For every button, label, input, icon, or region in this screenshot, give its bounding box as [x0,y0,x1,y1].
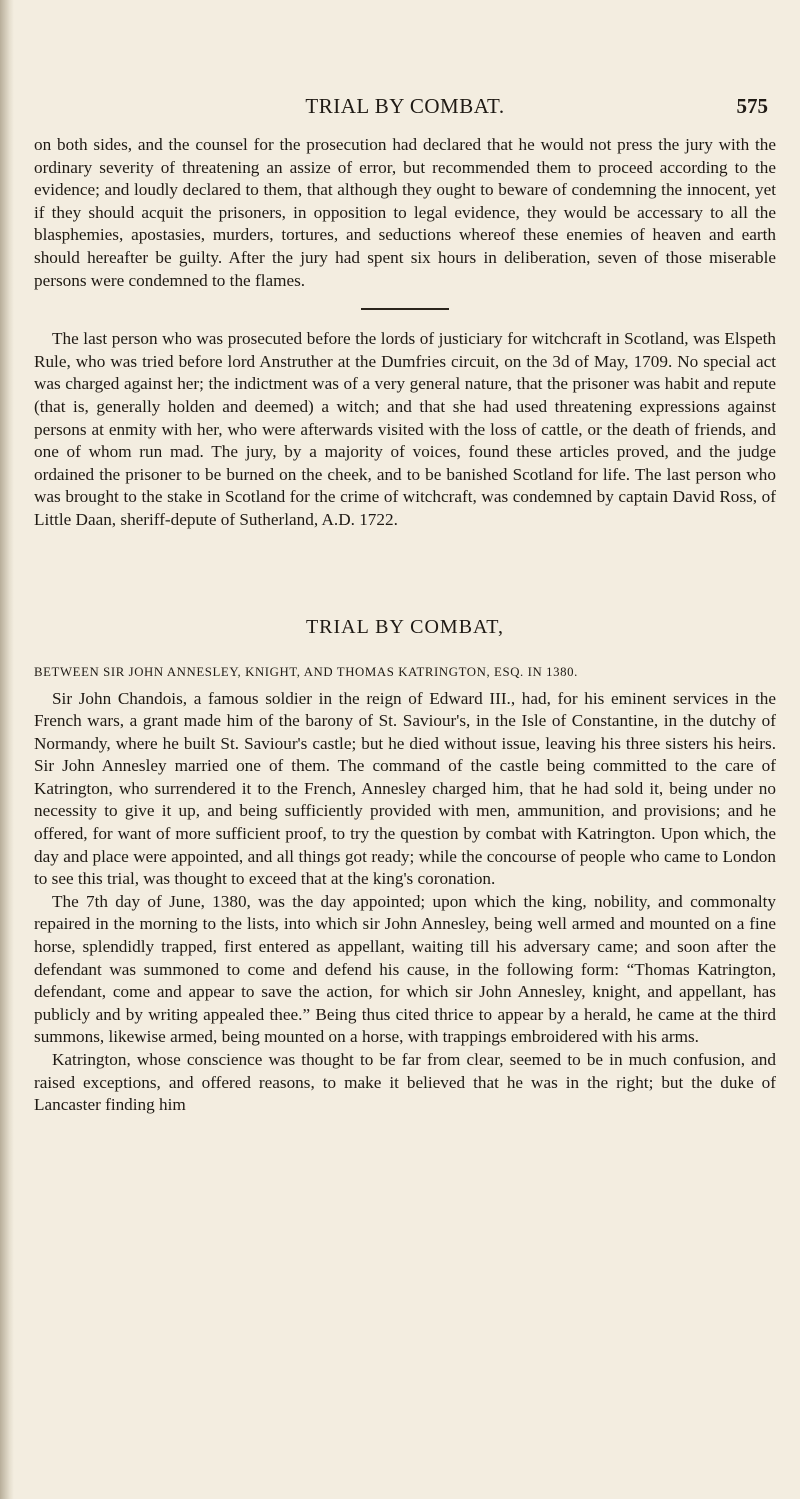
page-spine-shadow [0,0,14,1499]
paragraph-2: The last person who was prosecuted before the lords of justiciary for witchcraft in Scotland, was Elspeth Rule, who was tried before lord Anstruther at the Dumfries circuit, on the 3d of May, 1709. No special act was charged against her; the indictment was of a very general nature, that the prisoner was habit and repute (that is, generally holden and deemed) a witch; and that she had used threatening expressions against persons at enmity with her, who were afterwards visited with the loss of cattle, or the death of friends, and one of whom run mad. The jury, by a majority of voices, found these articles proved, and the judge ordained the prisoner to be burned on the cheek, and to be banished Scotland for life. The last person who was brought to the stake in Scotland for the crime of witchcraft, was condemned by captain David Ross, of Little Daan, sheriff-depute of Sutherland, A.D. 1722. [34,329,776,529]
paragraph-5: Katrington, whose conscience was thought to be far from clear, seemed to be in much confusion, and raised exceptions, and offered reasons, to make it believed that he was in the right; but the duke of Lancaster finding him [34,1050,776,1115]
section-subtitle: BETWEEN SIR JOHN ANNESLEY, KNIGHT, AND THOMAS KATRINGTON, ESQ. IN 1380. [34,664,578,679]
paragraph-4: The 7th day of June, 1380, was the day appointed; upon which the king, nobility, and commonalty repaired in the morning to the lists, into which sir John Annesley, being well armed and mounted on a fine horse, splendidly trapped, first entered as appellant, waiting till his adversary came; and soon after the defendant was summoned to come and defend his cause, in the following form: “Thomas Katrington, defendant, come and appear to save the action, for which sir John Annesley, knight, and appellant, has publicly and by writing appealed thee.” Being thus cited thrice to appear by a herald, he came at the third summons, likewise armed, being mounted on a horse, with trappings embroidered with his arms. [34,891,776,1047]
book-page [34,88,776,1117]
section-divider [361,308,449,310]
page-number: 575 [736,94,768,118]
paragraph-1: on both sides, and the counsel for the prosecution had declared that he would not press the jury with the ordinary severity of threatening an assize of error, but recommended them to proceed according to the evidence; and loudly declared to them, that although they ought to beware of condemning the innocent, yet if they should acquit the prisoners, in opposition to legal evidence, they would be accessary to all the blasphemies, apostasies, murders, tortures, and seductions whereof these enemies of heaven and earth should hereafter be guilty. After the jury had spent six hours in deliberation, seven of those miserable persons were condemned to the flames. [34,135,776,290]
paragraph-3: Sir John Chandois, a famous soldier in the reign of Edward III., had, for his eminent services in the French wars, a grant made him of the barony of St. Saviour's, in the Isle of Constantine, in the dutchy of Normandy, where he built St. Saviour's castle; but he died without issue, leaving his three sisters his heirs. Sir John Annesley married one of them. The command of the castle being committed to the care of Katrington, who surrendered it to the French, Annesley charged him, that he had sold it, being under no necessity to give it up, and being sufficiently provided with men, ammunition, and provisions; and he offered, for want of more sufficient proof, to try the question by combat with Katrington. Upon which, the day and place were appointed, and all things got ready; while the concourse of people who came to London to see this trial, was thought to exceed that at the king's coronation. [34,688,776,889]
running-title: TRIAL BY COMBAT. [305,94,505,118]
section-title: TRIAL BY COMBAT, [305,615,505,638]
page-header [34,88,776,122]
